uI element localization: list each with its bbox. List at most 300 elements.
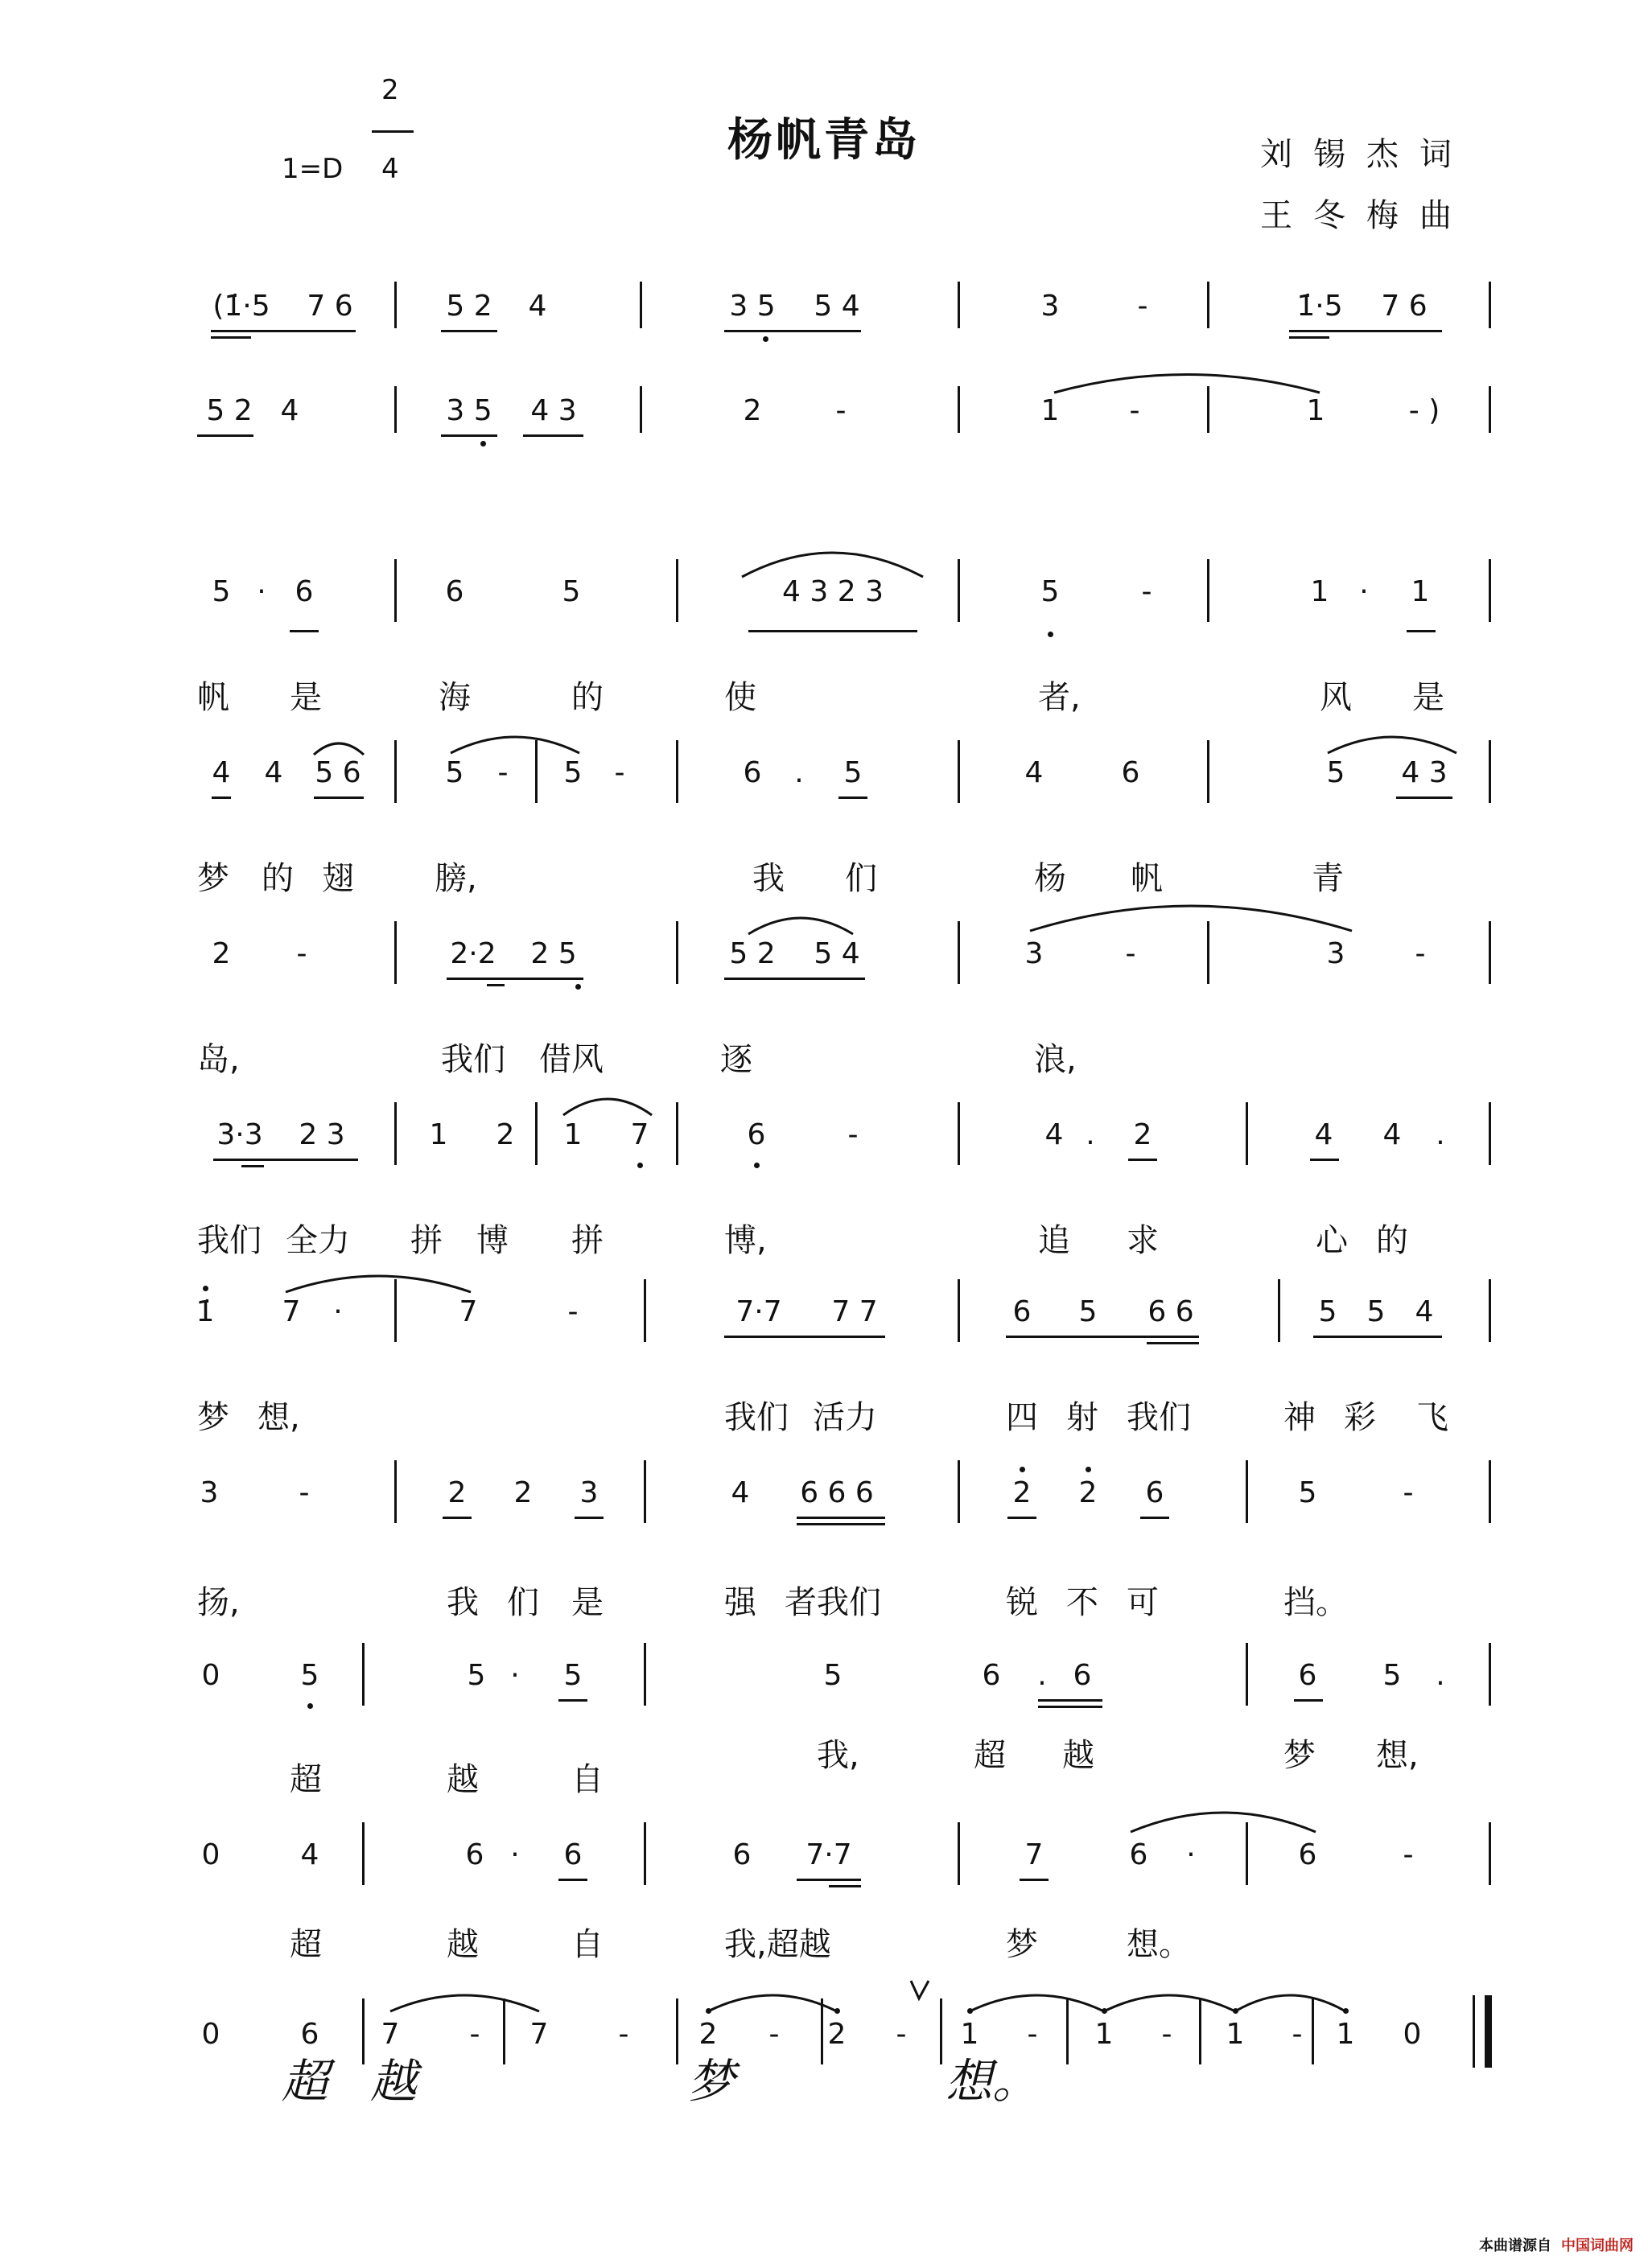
tie (1104, 1989, 1235, 2016)
note: 3·3 (216, 1118, 263, 1151)
note: 1 (1336, 2018, 1355, 2051)
note: 6 (1298, 1838, 1317, 1871)
beam (241, 1165, 264, 1167)
note: 5 (1382, 1659, 1402, 1692)
beam (1396, 796, 1452, 799)
note: 6 (1145, 1476, 1164, 1509)
bar-line (1489, 1279, 1491, 1342)
lyric: 强 (724, 1584, 756, 1621)
beam (1407, 630, 1436, 632)
note: 0 (1403, 2018, 1422, 2051)
bar-line (394, 740, 397, 803)
breath-mark-icon (909, 1979, 930, 2002)
bar-line (958, 282, 960, 328)
bar-line (640, 386, 642, 433)
beam (211, 330, 356, 332)
note: 4 (1382, 1118, 1402, 1151)
beam (558, 1699, 587, 1702)
note: 4 (1415, 1295, 1434, 1328)
note: 1 (429, 1118, 448, 1151)
lyric: 锐 (1006, 1584, 1038, 1621)
note: . (1436, 1118, 1445, 1151)
note: 0 (201, 1659, 220, 1692)
lyric: 浪, (1034, 1041, 1077, 1078)
beam (558, 1879, 587, 1881)
note: 5 2 (446, 290, 492, 323)
low-octave-dot (1048, 632, 1053, 637)
lyric: 越 (1062, 1737, 1094, 1774)
note: 4 (300, 1838, 319, 1871)
note: - (1403, 1838, 1414, 1871)
time-signature-bottom: 4 (381, 153, 399, 185)
note: 4 3 2 3 (782, 575, 884, 608)
note: 5 (445, 756, 464, 789)
bar-line (958, 1102, 960, 1165)
note: 4 3 (530, 394, 577, 427)
lyric: 我们 (1127, 1399, 1191, 1436)
note: 2 (1012, 1476, 1032, 1509)
composer-credit: 王冬梅曲 (1260, 197, 1473, 234)
note: 2 (698, 2018, 718, 2051)
lyric: 帆 (197, 679, 229, 716)
beam (724, 1336, 885, 1338)
lyric: 我,超越 (724, 1926, 831, 1963)
bar-line (958, 1279, 960, 1342)
low-octave-dot (754, 1163, 760, 1168)
bar-line (958, 559, 960, 622)
note: 3 (579, 1476, 599, 1509)
bar-line (644, 1279, 646, 1342)
note: 6 (1073, 1659, 1092, 1692)
bar-line (1489, 386, 1491, 433)
lyric: 是 (290, 679, 322, 716)
bar-line (1207, 559, 1209, 622)
tie (708, 1989, 837, 2016)
source-watermark (1479, 2234, 1634, 2255)
note: 1̇·5 (1296, 290, 1343, 323)
note: - (618, 2018, 629, 2051)
lyric: 彩 (1344, 1399, 1376, 1436)
lyric: 自 (571, 1926, 604, 1963)
bar-line (640, 282, 642, 328)
beam (523, 434, 583, 437)
note: 2 (447, 1476, 467, 1509)
note: 4 (1024, 756, 1044, 789)
note: 6 (1298, 1659, 1317, 1692)
note: - (567, 1295, 579, 1328)
note: - (1125, 937, 1136, 970)
beam (1007, 1517, 1036, 1519)
beam (443, 1517, 472, 1519)
tie (1235, 1989, 1345, 2016)
note: 3 (200, 1476, 219, 1509)
note: - (614, 756, 625, 789)
note: 2 (496, 1118, 515, 1151)
note: 6 (465, 1838, 484, 1871)
slur (563, 1093, 652, 1120)
bar-line (1207, 282, 1209, 328)
lyric: 梦 (1006, 1926, 1038, 1963)
lyric: 自 (571, 1761, 604, 1798)
note: 2 (1078, 1476, 1098, 1509)
lyric: 的 (1376, 1222, 1408, 1259)
note: 5 (1326, 756, 1345, 789)
beam (441, 330, 497, 332)
note: 6 (445, 575, 464, 608)
bar-line (1489, 282, 1491, 328)
bar-line (394, 282, 397, 328)
site-name: 中国词曲网 (1561, 2237, 1634, 2254)
note: 5 2 (729, 937, 776, 970)
note: 6 (1121, 756, 1140, 789)
note: 7·7 (805, 1838, 852, 1871)
beam (213, 1159, 358, 1161)
tie (970, 1989, 1104, 2016)
note: 6 (300, 2018, 319, 2051)
beam (797, 1517, 885, 1519)
bar-line (958, 1460, 960, 1523)
note: 5 (843, 756, 863, 789)
lyric: 岛, (197, 1041, 240, 1078)
tie (390, 1989, 539, 2016)
note: 6 (743, 756, 762, 789)
bar-line (1246, 1643, 1248, 1706)
note: 2 (743, 394, 762, 427)
bar-line (1489, 740, 1491, 803)
lyric: 超 (290, 1761, 322, 1798)
lyric: 梦 (197, 860, 229, 897)
note: 5 (1040, 575, 1060, 608)
note: 7 (282, 1295, 301, 1328)
note: 0 (201, 1838, 220, 1871)
note: - (847, 1118, 859, 1151)
lyric: 挡。 (1283, 1584, 1348, 1621)
key-signature: 1=D (282, 153, 344, 185)
note: 6 (295, 575, 314, 608)
lyric: 我们 (441, 1041, 505, 1078)
lyric: 超 (974, 1737, 1006, 1774)
note: 2 (827, 2018, 847, 2051)
note: 2 (212, 937, 231, 970)
note: 0 (201, 2018, 220, 2051)
note: 5 (1366, 1295, 1386, 1328)
lyricist-credit: 刘锡杰词 (1260, 136, 1473, 173)
beam (838, 796, 867, 799)
lyric: 想, (1376, 1737, 1419, 1774)
bar-line (676, 921, 678, 984)
note: 4 3 (1401, 756, 1448, 789)
note: - (1403, 1476, 1414, 1509)
low-octave-dot (307, 1703, 313, 1709)
note: (1̇·5 (212, 290, 270, 323)
beam (724, 330, 861, 332)
lyric: 膀, (435, 860, 477, 897)
note: 6 6 6 (800, 1476, 874, 1509)
lyric: 梦 (197, 1399, 229, 1436)
lyric: 超 (290, 1926, 322, 1963)
note: 1 (960, 2018, 979, 2051)
beam (1038, 1699, 1102, 1702)
lyric: 博, (724, 1222, 767, 1259)
note: 4 (528, 290, 547, 323)
bar-line (1489, 1460, 1491, 1523)
note: 5 6 (315, 756, 361, 789)
note: 4 (731, 1476, 750, 1509)
lyric: 青 (1312, 860, 1344, 897)
bar-line (644, 1643, 646, 1706)
bar-line (1246, 1460, 1248, 1523)
lyric: 我, (817, 1737, 859, 1774)
lyric: 神 (1283, 1399, 1316, 1436)
lyric: 杨 (1034, 860, 1066, 897)
tie (1131, 1805, 1316, 1837)
note: · (1359, 575, 1369, 608)
slur (1328, 731, 1456, 758)
bar-line (676, 740, 678, 803)
lyric: 扬, (197, 1584, 240, 1621)
note: - (1161, 2018, 1172, 2051)
note: · (510, 1659, 520, 1692)
note: . (1086, 1118, 1095, 1151)
lyric: 者, (1038, 679, 1081, 716)
note: · (510, 1838, 520, 1871)
beam (797, 1523, 885, 1525)
lyric-handwritten: 超 (282, 2054, 329, 2109)
bar-line (1489, 1822, 1491, 1885)
beam (797, 1879, 861, 1881)
slur (742, 545, 923, 585)
beam (211, 336, 251, 339)
lyric: 们 (507, 1584, 539, 1621)
note: . (794, 756, 804, 789)
lyric: 风 (1320, 679, 1352, 716)
bar-line (1489, 1643, 1491, 1706)
lyric: 不 (1066, 1584, 1098, 1621)
note: 2 (513, 1476, 533, 1509)
song-title: 杨帆青岛 (727, 113, 921, 167)
final-bar-thick (1485, 1995, 1492, 2068)
lyric: 飞 (1416, 1399, 1448, 1436)
beam (197, 434, 253, 437)
time-signature-line (372, 130, 414, 133)
note: 5 (300, 1659, 319, 1692)
lyric-handwritten: 梦 (688, 2054, 735, 2109)
lyric: 射 (1066, 1399, 1098, 1436)
beam (1310, 1159, 1339, 1161)
bar-line (676, 1998, 678, 2064)
note: 3 (1326, 937, 1345, 970)
note: 2 (1133, 1118, 1152, 1151)
lyric: 的 (571, 679, 604, 716)
slur (748, 912, 853, 939)
bar-line (676, 559, 678, 622)
low-octave-dot (575, 984, 581, 990)
beam (1038, 1706, 1102, 1708)
lyric: 越 (447, 1761, 479, 1798)
note: 5 (563, 756, 583, 789)
note: - (299, 1476, 310, 1509)
lyric: 我们 (197, 1222, 262, 1259)
lyric-handwritten: 越 (370, 2054, 418, 2109)
note: - (296, 937, 307, 970)
note: 5 (823, 1659, 843, 1692)
lyric: 越 (447, 1926, 479, 1963)
bar-line (394, 921, 397, 984)
note: 4 (1314, 1118, 1333, 1151)
bar-line (1207, 740, 1209, 803)
lyric: 拼 (410, 1222, 443, 1259)
note: 1 (563, 1118, 583, 1151)
lyric: 想, (258, 1399, 300, 1436)
lyric: 可 (1127, 1584, 1159, 1621)
note: 4 (1044, 1118, 1064, 1151)
bar-line (1489, 921, 1491, 984)
lyric: 帆 (1131, 860, 1163, 897)
note: 5 4 (814, 290, 860, 323)
note: . (1436, 1659, 1445, 1692)
beam (1020, 1879, 1049, 1881)
note: - (497, 756, 509, 789)
beam (1140, 1517, 1169, 1519)
note: 7 (1024, 1838, 1044, 1871)
note: 3 5 (729, 290, 776, 323)
lyric: 梦 (1283, 1737, 1316, 1774)
high-octave-dot (1020, 1467, 1025, 1472)
beam (724, 978, 865, 980)
note: 6 (732, 1838, 752, 1871)
beam (1289, 330, 1442, 332)
note: 2 5 (530, 937, 577, 970)
lyric: 求 (1127, 1222, 1159, 1259)
note: 5 (1318, 1295, 1337, 1328)
bar-line (958, 921, 960, 984)
beam (829, 1885, 861, 1887)
tie (451, 731, 579, 758)
bar-line (362, 1822, 365, 1885)
beam (748, 630, 917, 632)
note: · (257, 575, 266, 608)
note: - (896, 2018, 907, 2051)
note: 6 (1012, 1295, 1032, 1328)
note: - (1129, 394, 1140, 427)
bar-line (1489, 1102, 1491, 1165)
note: 5 4 (814, 937, 860, 970)
note: 1 (1411, 575, 1430, 608)
lyric: 们 (845, 860, 877, 897)
note: 7 (459, 1295, 478, 1328)
lyric: 追 (1038, 1222, 1070, 1259)
bar-line (958, 386, 960, 433)
note: 6 (982, 1659, 1001, 1692)
note: 5 (1078, 1295, 1098, 1328)
lyric-handwritten: 想。 (946, 2054, 1040, 2109)
lyric: 是 (571, 1584, 604, 1621)
bar-line (644, 1822, 646, 1885)
slur (314, 739, 364, 758)
lyric: 想。 (1127, 1926, 1191, 1963)
bar-line (362, 1643, 365, 1706)
note: 1 (1310, 575, 1329, 608)
note: 1 (1306, 394, 1325, 427)
beam (575, 1517, 604, 1519)
note: 7 7 (831, 1295, 878, 1328)
beam (1289, 336, 1329, 339)
lyric: 我 (447, 1584, 479, 1621)
note: 1 (1040, 394, 1060, 427)
lyric: 逐 (720, 1041, 752, 1078)
bar-line (644, 1460, 646, 1523)
beam (441, 434, 497, 437)
bar-line (958, 740, 960, 803)
note: 3 (1024, 937, 1044, 970)
note: 2 3 (299, 1118, 345, 1151)
bar-line (535, 1102, 538, 1165)
lyric: 海 (439, 679, 471, 716)
note: 1 (1226, 2018, 1245, 2051)
note: 4 (264, 756, 283, 789)
beam (1147, 1342, 1199, 1344)
note: 7·7 (735, 1295, 782, 1328)
bar-line (394, 1102, 397, 1165)
beam (1294, 1699, 1323, 1702)
bar-line (958, 1822, 960, 1885)
note: 3 5 (446, 394, 492, 427)
note: - (1027, 2018, 1038, 2051)
note: 5 (563, 1659, 583, 1692)
beam (212, 796, 231, 799)
note: · (333, 1295, 343, 1328)
lyric: 借风 (539, 1041, 604, 1078)
note: 3 (1040, 290, 1060, 323)
lyric: 我 (752, 860, 785, 897)
note: · (1186, 1838, 1196, 1871)
note: 1̇ (196, 1295, 215, 1328)
note: 4 (212, 756, 231, 789)
bar-line (394, 386, 397, 433)
beam (1128, 1159, 1157, 1161)
tie-slur (1054, 368, 1320, 401)
note: 7 6 (307, 290, 353, 323)
note: 5 (1298, 1476, 1317, 1509)
note: 1 (1094, 2018, 1114, 2051)
tie (286, 1270, 471, 1297)
note: 6 (563, 1838, 583, 1871)
high-octave-dot (203, 1286, 208, 1291)
bar-line (940, 1998, 942, 2064)
beam (290, 630, 319, 632)
lyric: 活力 (813, 1399, 877, 1436)
lyric: 四 (1006, 1399, 1038, 1436)
lyric: 我们 (724, 1399, 789, 1436)
beam (487, 984, 505, 986)
lyric: 心 (1316, 1222, 1348, 1259)
note: - ) (1408, 394, 1440, 427)
lyric: 翅 (322, 860, 354, 897)
final-bar-thin (1473, 1995, 1475, 2068)
note: - (1137, 290, 1148, 323)
note: - (1141, 575, 1152, 608)
note: - (1292, 2018, 1303, 2051)
lyric: 全力 (286, 1222, 350, 1259)
beam (314, 796, 364, 799)
beam (447, 978, 583, 980)
beam (1313, 1336, 1442, 1338)
beam (1006, 1336, 1199, 1338)
lyric: 使 (724, 679, 756, 716)
low-octave-dot (637, 1163, 643, 1168)
note: . (1037, 1659, 1047, 1692)
lyric: 博 (476, 1222, 509, 1259)
